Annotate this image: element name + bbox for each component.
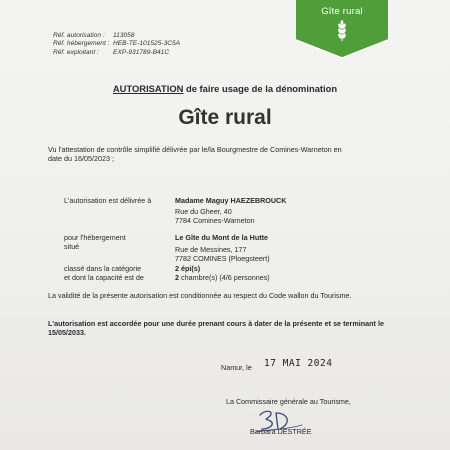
category-label-1: classé dans la catégorie — [64, 264, 142, 273]
holder-name: Madame Maguy HAEZEBROUCK — [175, 196, 287, 205]
lodging-label-2: situé — [64, 242, 80, 251]
category-label-2: et dont la capacité est de — [64, 273, 144, 282]
holder-city: 7784 Comines-Warneton — [175, 216, 255, 225]
heading-rest: de faire usage de la dénomination — [183, 83, 338, 94]
capacity-value — [175, 273, 270, 282]
duration-paragraph: L'autorisation est accordée pour une durée prenant cours à dater de la présente et se terminant le 15/05/2033. — [48, 319, 384, 337]
intro-line-2: date du 16/05/2023 ; — [48, 154, 114, 163]
category-value: 2 épi(s) — [175, 264, 201, 273]
ref-hebergement-value: HEB-TE-101525-3C5A — [113, 40, 181, 48]
intro-line-1: Vu l'attestation de contrôle simplifié délivrée par le/la Bourgmestre de Comines-Warneton en — [48, 145, 342, 154]
capacity-rest: chambre(s) (4/6 personnes) — [179, 273, 270, 282]
validity-paragraph: La validité de la présente autorisation est conditionnée au respect du Code wallon du Tourisme. — [48, 291, 352, 300]
logo-text: Gîte rural — [321, 6, 363, 17]
lodging-street: Rue de Messines, 177 — [175, 245, 247, 254]
lodging-label-1: pour l'hébergement — [64, 233, 126, 242]
commissioner-title: La Commissaire générale au Tourisme, — [226, 397, 351, 406]
gite-rural-logo — [296, 0, 388, 60]
wheat-icon — [334, 20, 350, 42]
capacity-count: 2 — [175, 273, 179, 282]
page-title: Gîte rural — [178, 106, 272, 129]
delivered-label: L'autorisation est délivrée à — [64, 196, 152, 205]
reference-block — [53, 32, 180, 57]
holder-street: Rue du Gheer, 40 — [175, 207, 232, 216]
ref-autorisation-label: Réf. autorisation : — [53, 32, 105, 39]
ref-autorisation-value: 113058 — [113, 32, 135, 39]
signatory-name: Barbara DESTRÉE — [250, 427, 312, 436]
date-stamp: 17 MAI 2024 — [264, 358, 333, 369]
ref-exploitant-label: Réf. exploitant : — [53, 48, 99, 56]
authorization-heading — [0, 83, 450, 94]
ref-exploitant-value: EXP-93178​9-B41C — [113, 48, 170, 56]
ref-hebergement-label: Réf. hébergement : — [53, 40, 110, 48]
place-label: Namur, le — [221, 363, 252, 372]
heading-underlined: AUTORISATION — [112, 83, 184, 94]
lodging-name: Le Gîte du Mont de la Hutte — [175, 233, 269, 242]
lodging-city: 7782 COMINES (Ploegsteert) — [175, 254, 270, 263]
